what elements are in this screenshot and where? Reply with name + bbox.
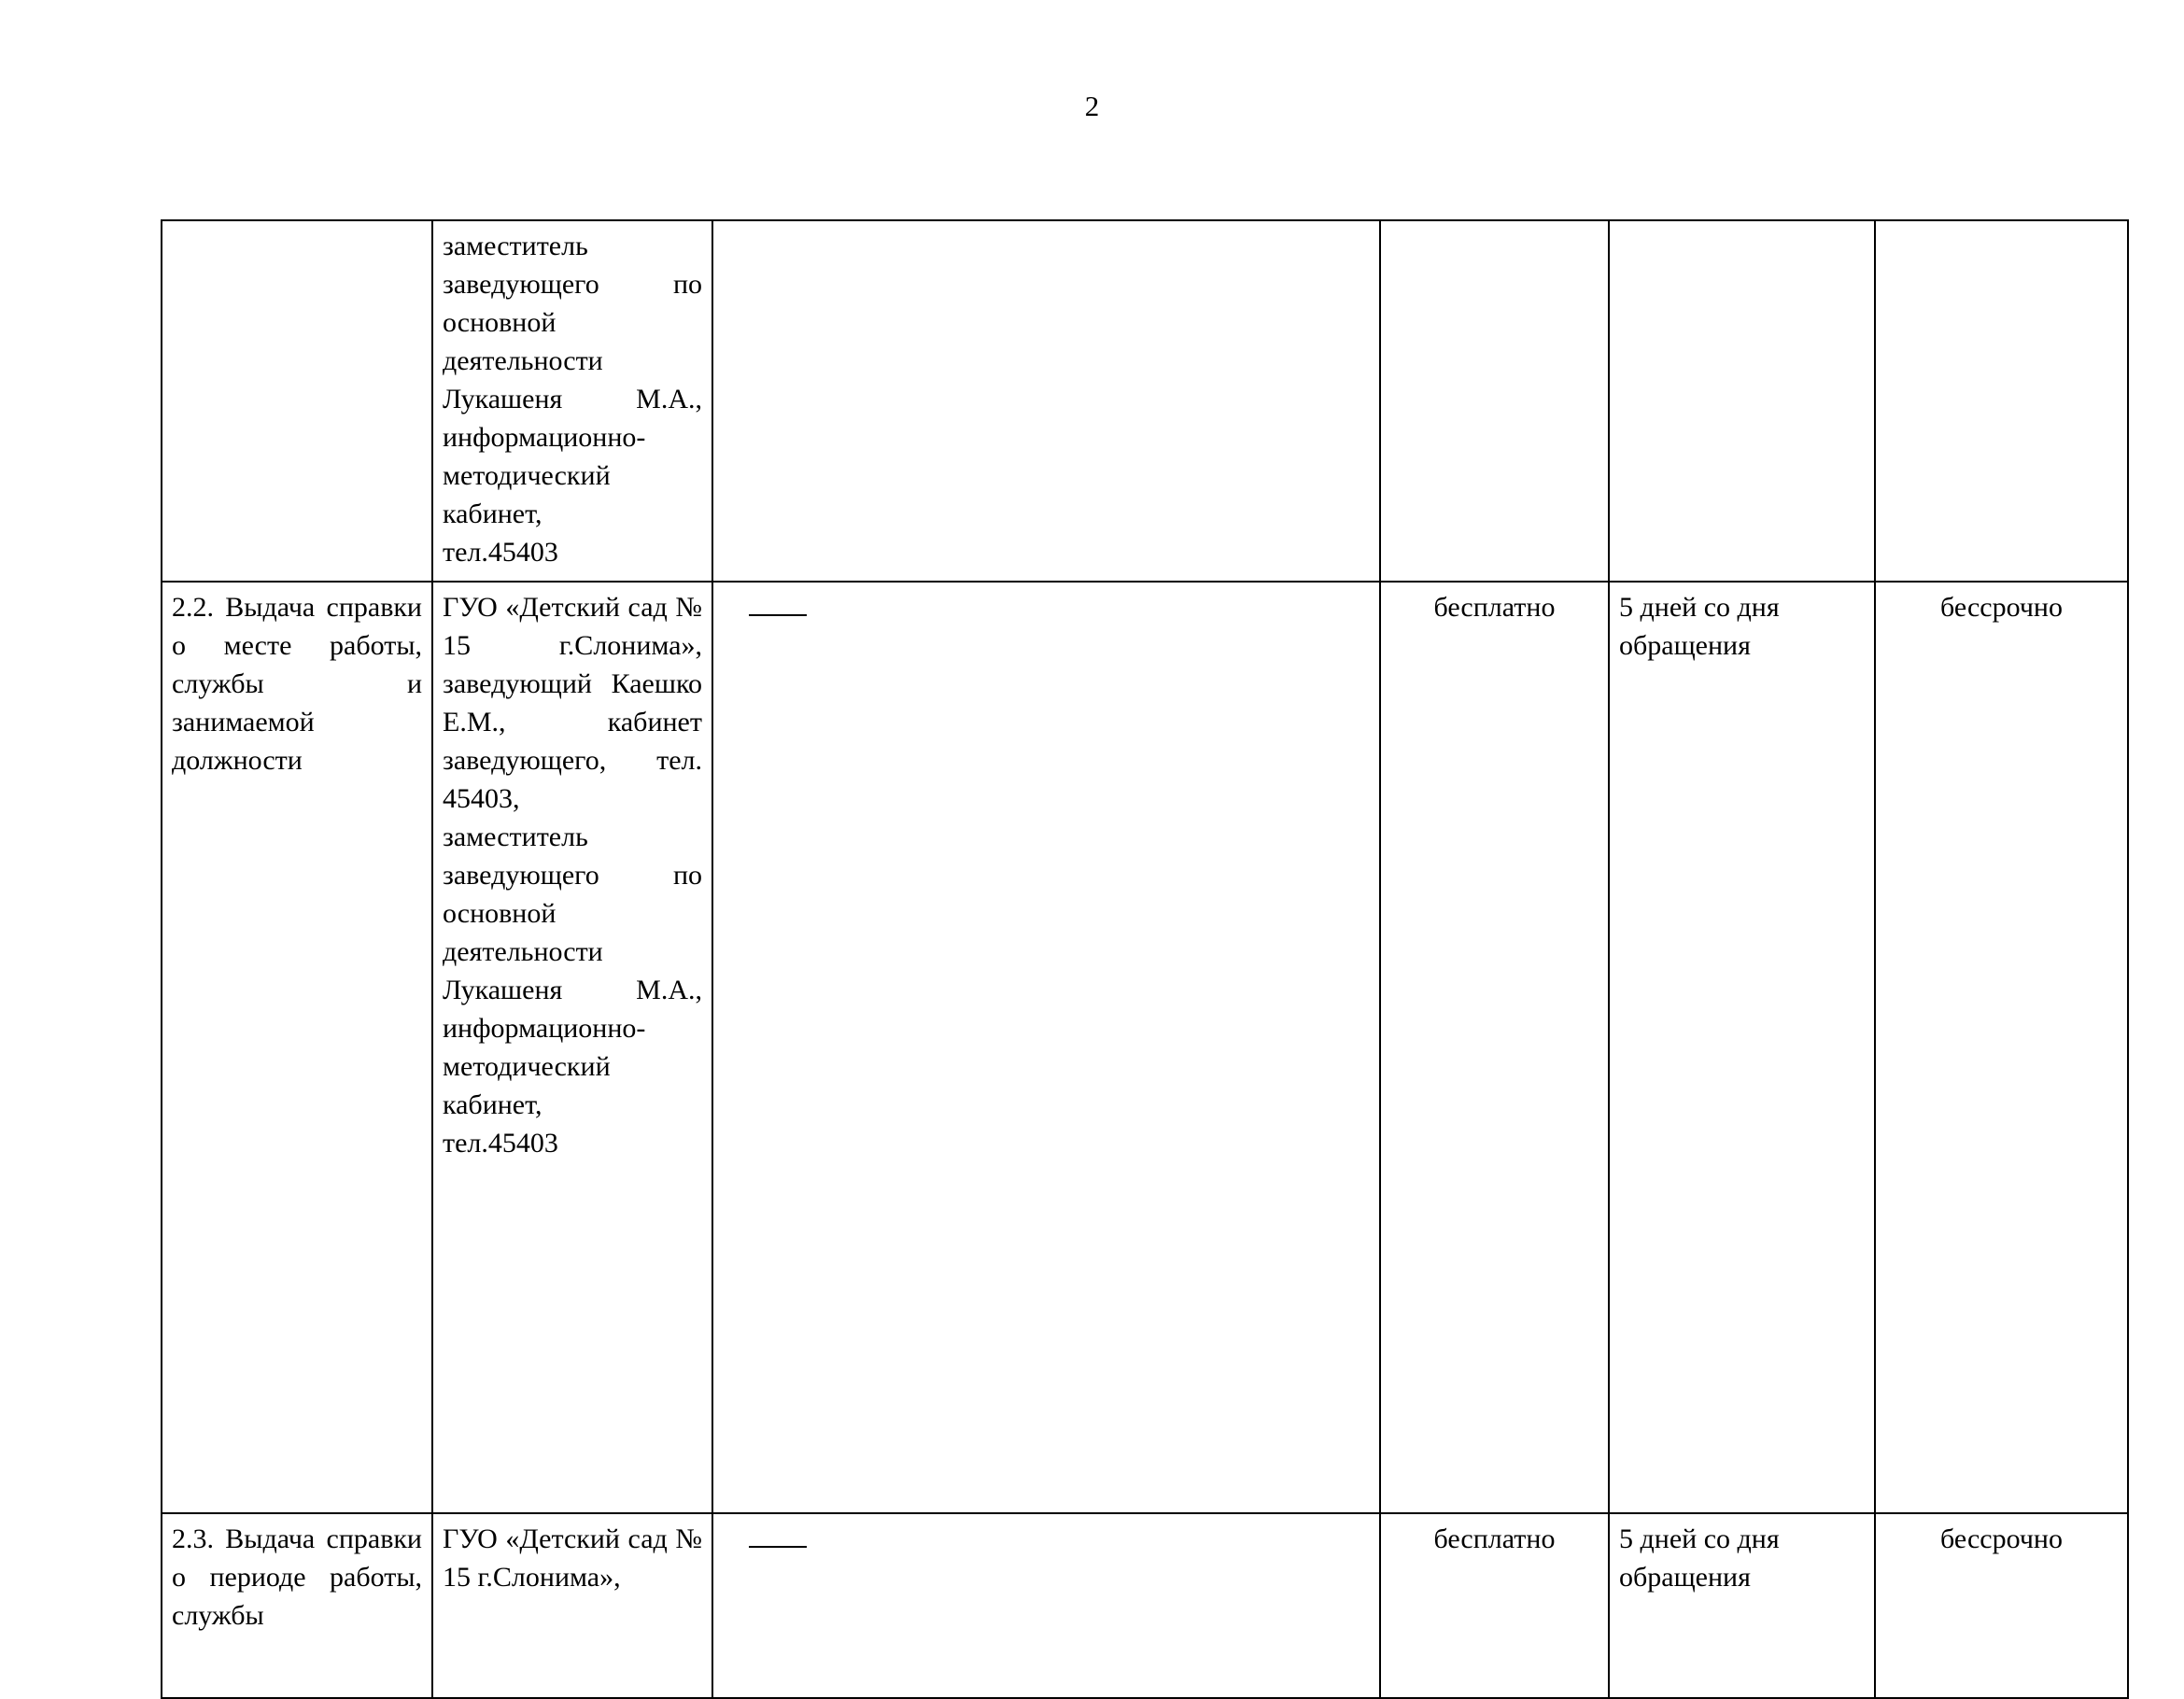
cell-validity: [1875, 1513, 2128, 1698]
validity-text: бессрочно: [1940, 592, 2063, 623]
authority-line: ГУО «Детский сад № 15 г.Слонима»,: [443, 1523, 702, 1593]
fee-text: бесплатно: [1433, 1523, 1556, 1554]
cell-validity: [1875, 220, 2128, 582]
cell-fee: [1380, 582, 1609, 1513]
table-row: [162, 582, 2128, 1513]
fee-text: бесплатно: [1433, 592, 1556, 623]
authority-line: информационно-методический кабинет,: [443, 1013, 646, 1120]
cell-term: [1609, 582, 1875, 1513]
authority-line: заместитель заведующего по основной деятельности Лукашеня М.А.,: [443, 231, 702, 414]
authority-line: информационно-методический кабинет,: [443, 422, 646, 529]
cell-fee: [1380, 220, 1609, 582]
term-text: 5 дней со дня обращения: [1619, 592, 1780, 661]
cell-authority: [432, 1513, 712, 1698]
term-text: 5 дней со дня обращения: [1619, 1523, 1780, 1593]
authority-line: тел.45403: [443, 537, 558, 568]
cell-documents: [712, 582, 1380, 1513]
cell-fee: [1380, 1513, 1609, 1698]
table-row: [162, 220, 2128, 582]
empty-dash-mark: [749, 594, 807, 616]
authority-line: ГУО «Детский сад № 15 г.Слонима», заведующий Каешко Е.М., кабинет заведующего, тел. 45403,: [443, 592, 702, 814]
cell-documents: [712, 220, 1380, 582]
service-name-text: 2.3. Выдача справки о периоде работы, службы: [172, 1523, 422, 1631]
authority-line: тел.45403: [443, 1128, 558, 1158]
cell-authority: [432, 220, 712, 582]
empty-dash-mark: [749, 1525, 807, 1548]
cell-validity: [1875, 582, 2128, 1513]
cell-service-name: [162, 220, 432, 582]
service-name-text: 2.2. Выдача справки о месте работы, службы и занимаемой должности: [172, 592, 422, 776]
cell-service-name: [162, 1513, 432, 1698]
authority-line: заместитель заведующего по основной деятельности Лукашеня М.А.,: [443, 821, 702, 1005]
cell-term: [1609, 220, 1875, 582]
table-row: [162, 1513, 2128, 1698]
services-table: [161, 219, 2129, 1699]
page-number: 2: [1084, 90, 1100, 122]
cell-authority: [432, 582, 712, 1513]
cell-service-name: [162, 582, 432, 1513]
validity-text: бессрочно: [1940, 1523, 2063, 1554]
cell-term: [1609, 1513, 1875, 1698]
cell-documents: [712, 1513, 1380, 1698]
